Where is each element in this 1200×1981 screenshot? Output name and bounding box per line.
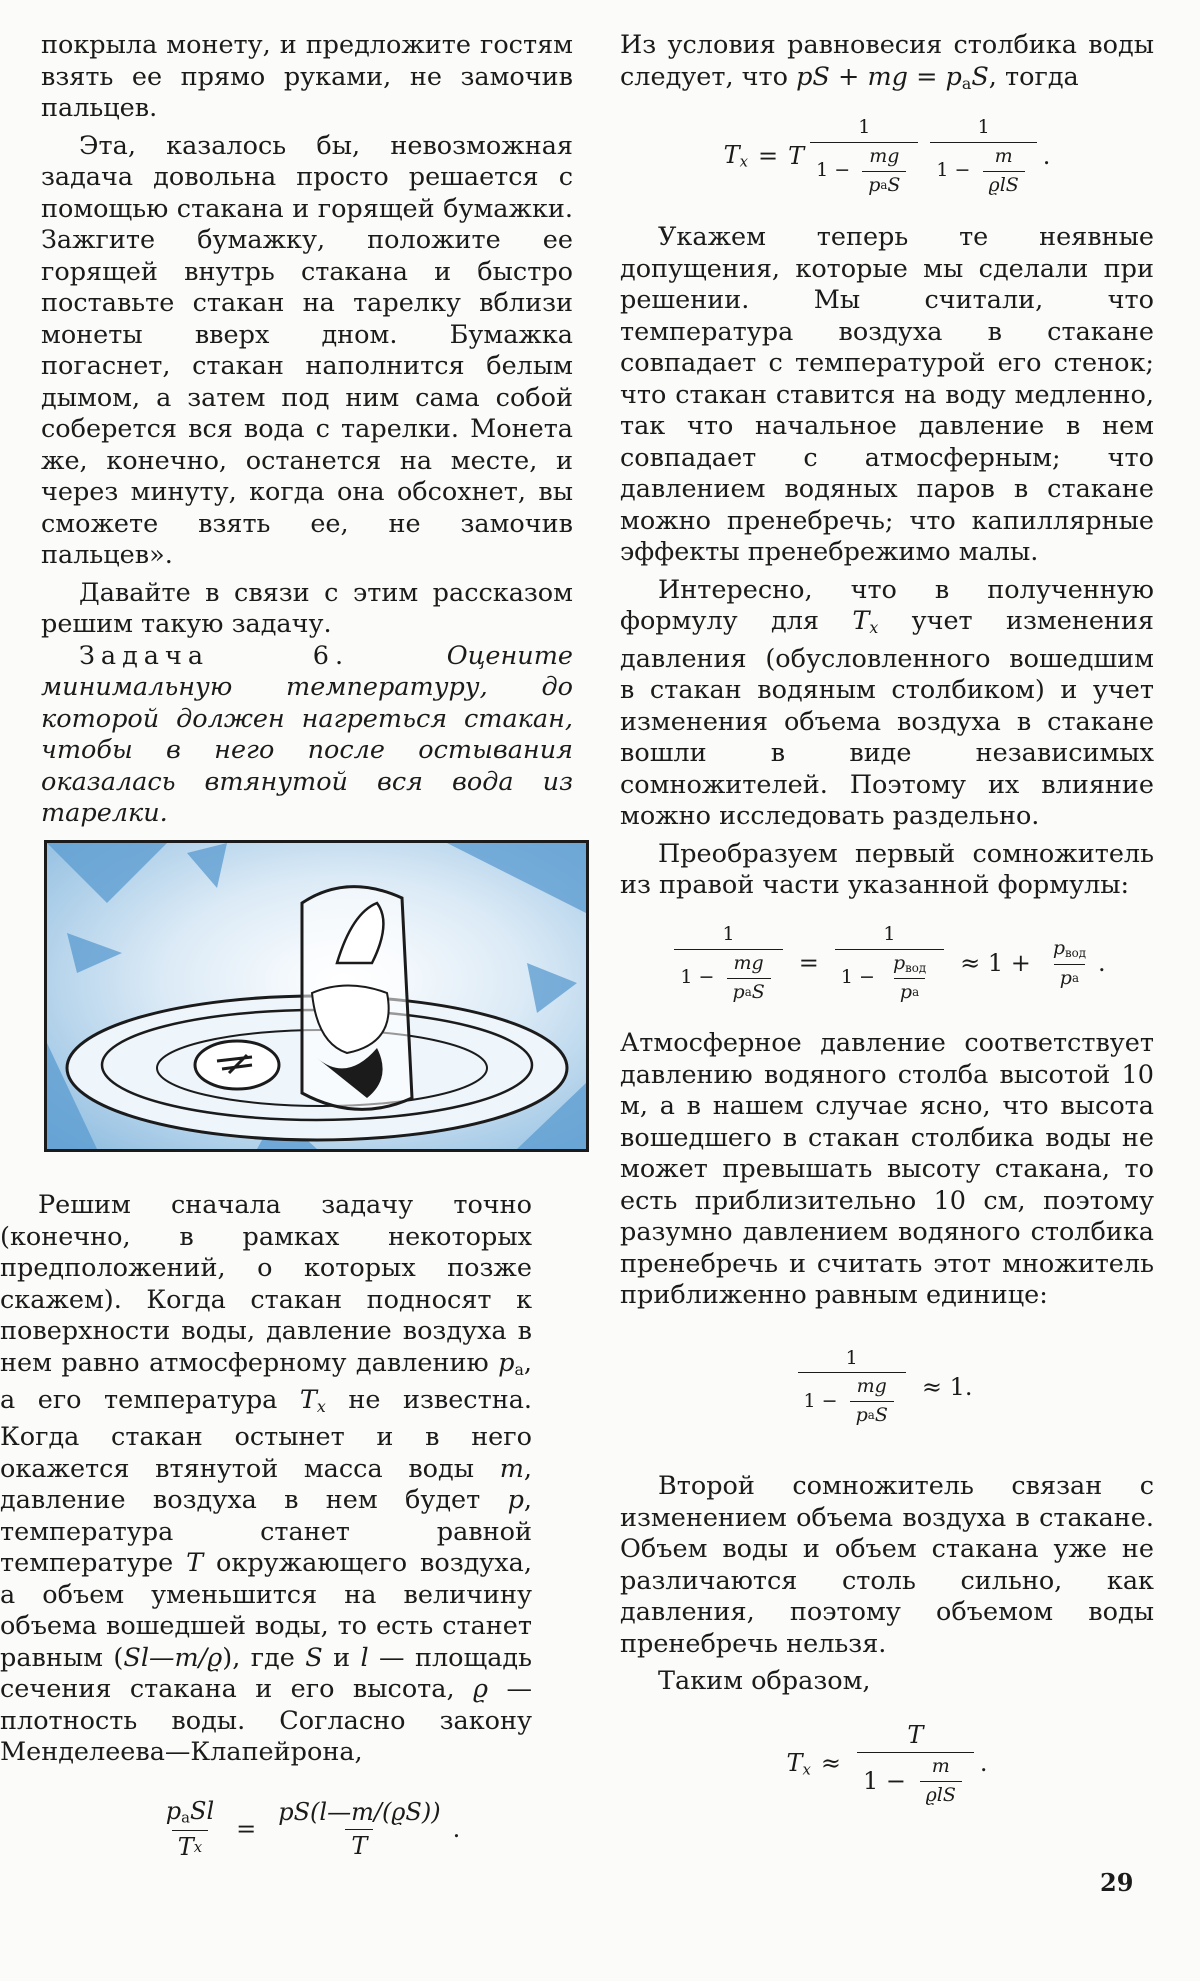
symbol-rho: ϱ xyxy=(473,1674,489,1705)
text-run: окружающего воздуха, а объем уменьшится на величину объема вошедшей воды, то есть станет равным ( xyxy=(0,1548,532,1673)
text-run: не известна. Когда стакан остынет и в него окажется втянутой масса воды xyxy=(0,1384,532,1484)
task-text: Оцените минимальную температуру, до которой должен нагреться стакан, чтобы в него после остывания оказалась втянутой вся вода из тарелки. xyxy=(41,640,573,828)
formula-first-factor: 1 1 − mg p а S = 1 1 − $p_{вод}$ p а ≈ 1 + $p_{вод}$ p а . xyxy=(620,924,1154,1004)
text-run: ), где xyxy=(222,1642,306,1673)
text-run: Интересно, что в полученную формулу для xyxy=(620,574,1154,637)
fraction: T 1 − $\frac{m}{\text{ϱlS}}$ xyxy=(857,1722,974,1807)
formula-clapeyron xyxy=(41,1798,573,1861)
fraction: 1 1 − mg p а S xyxy=(674,924,782,1004)
symbol-s: S xyxy=(305,1642,323,1673)
left-column-lower xyxy=(0,1190,532,1769)
symbol-m: m xyxy=(499,1453,524,1484)
formula-dot: . xyxy=(452,1814,461,1843)
fraction: 1 1 − $\frac{m}{\text{ϱlS}}$ xyxy=(930,117,1036,197)
paragraph: Атмосферное давление соответствует давлению водяного столба высотой 10 м, а в нашем случае ясно, что высота вошедшего в стакан столбика воды не может превышать высоту стакана, то есть приблизительно 10 см, поэтому разумно давлением водяного столбика пренебречь и считать этот множитель приближенно равным единице: xyxy=(620,1028,1154,1311)
paragraph xyxy=(0,1190,532,1769)
paragraph xyxy=(620,575,1154,833)
text-run: и xyxy=(322,1642,361,1673)
paragraph: Второй сомножитель связан с изменением объема воздуха в стакане. Объем воды и объем стакана уже не различаются столь сильно, как давления, поэтому объемом воды пренебречь нельзя. xyxy=(620,1471,1154,1659)
symbol-l: l xyxy=(360,1642,369,1673)
illustration-drawing xyxy=(47,843,586,1149)
fraction: $p_{вод}$ p а xyxy=(1052,937,1086,989)
paragraph: Преобразуем первый сомножитель из правой части указанной формулы: xyxy=(620,838,1154,901)
fraction: $\frac{pS(l—m/(ϱS))}{T}$ xyxy=(278,1797,441,1861)
left-column xyxy=(41,30,573,830)
paragraph: Давайте в связи с этим рассказом решим такую задачу. xyxy=(41,577,573,639)
symbol-p: p xyxy=(507,1485,524,1516)
text-run: — плотность воды. Согласно закону Менделеева—Клапейрона, xyxy=(0,1674,532,1768)
symbol-tx: $T_x$ xyxy=(299,1384,326,1416)
fraction: 1 1 − $p_{вод}$ p а xyxy=(835,924,944,1004)
symbol-volume: Sl—m/ϱ xyxy=(123,1642,223,1673)
paragraph: Укажем теперь те неявные допущения, которые мы сделали при решении. Мы считали, что температура воздуха в стакане совпадает с температурой его стенок; что стакан ставится на воду медленно, так что начальное давление в нем совпадает с атмосферным; что давлением водяных паров в стакане можно пренебречь; что капиллярные эффекты пренебрежимо малы. xyxy=(620,222,1154,568)
fraction: 1 1 − mg p а S xyxy=(810,117,918,197)
text-run: , а его температура xyxy=(0,1347,532,1415)
symbol-t: T xyxy=(186,1548,204,1579)
task-label: Задача 6. xyxy=(79,640,350,671)
text-run: учет изменения давления (обусловленного вошедшим в стакан водяным столбиком) и учет изменения объема воздуха в стакане вошли в виде независимых сомножителей. Поэтому их влияние можно исследовать раздельно. xyxy=(620,606,1154,832)
text-run: , температура станет равной температуре xyxy=(0,1485,532,1579)
formula-approx-one: 1 1 − mg p а S ≈ 1. xyxy=(620,1348,1154,1428)
right-column xyxy=(620,30,1154,1807)
formula-tx-full: $T_x$ = T 1 1 − mg p а S 1 1 − $\frac{m}{\text{ϱlS}}$ . xyxy=(723,115,1051,196)
formula-result: $T_x$ ≈ T 1 − $\frac{m}{\text{ϱlS}}$ . xyxy=(786,1720,988,1807)
paragraph xyxy=(620,30,1154,99)
illustration-glass-coin-plate xyxy=(44,840,589,1152)
text-run: Из условия равновесия столбика воды следует, что xyxy=(620,30,1154,92)
text-run: — площадь сечения стакана и его высота, xyxy=(0,1642,532,1705)
paragraph: покрыла монету, и предложите гостям взять ее прямо руками, не замочив пальцев. xyxy=(41,30,573,123)
task-statement xyxy=(41,641,573,830)
equilibrium-expression: pS + mg = $p_аS$ xyxy=(796,61,989,93)
text-run: , давление воздуха в нем будет xyxy=(0,1453,532,1516)
page-number: 29 xyxy=(1100,1868,1134,1897)
text-run: , тогда xyxy=(988,61,1079,92)
symbol-tx: $T_x$ xyxy=(852,606,879,638)
paragraph: Таким образом, xyxy=(658,1666,871,1697)
fraction: 1 1 − mg p а S xyxy=(798,1348,906,1428)
equals-sign: = xyxy=(236,1814,257,1843)
paragraph: Эта, казалось бы, невозможная задача довольна просто решается с помощью стакана и горящей бумажки. Зажгите бумажку, положите ее горящей внутрь стакана и быстро поставьте стакан на тарелку вблизи монеты вверх дном. Бумажка погаснет, стакан наполнится белым дымом, а затем под ним сама собой соберется вся вода с тарелки. Монета же, конечно, останется на месте, и через минуту, когда она обсохнет, вы сможете взять ее, не замочив пальцев». xyxy=(41,130,573,570)
fraction: $p_аSl$ T x xyxy=(165,1797,215,1861)
text-run: Решим сначала задачу точно (конечно, в рамках некоторых предположений, о которых позже скажем). Когда стакан подносят к поверхности воды, давление воздуха в нем равно атмосферному давлению xyxy=(0,1190,532,1378)
symbol-pa: $p_а$ xyxy=(498,1347,524,1379)
